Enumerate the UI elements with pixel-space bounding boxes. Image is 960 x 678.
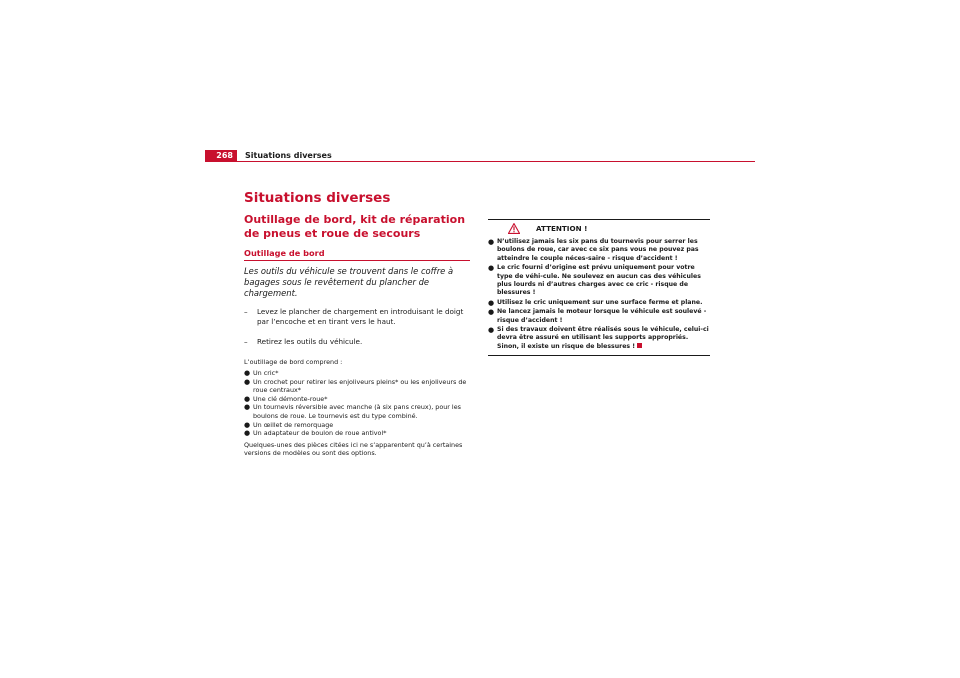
subsection-heading: [244, 248, 470, 261]
header-rule: [205, 161, 755, 162]
warning-header: [488, 220, 710, 236]
end-of-section-icon: [637, 343, 642, 348]
intro-text: Les outils du véhicule se trouvent dans le coffre à bagages sous le revêtement du plancher de chargement.: [244, 266, 454, 298]
bullet-icon: ●: [488, 264, 495, 273]
list-item: ● Un œillet de remorquage: [244, 420, 334, 429]
step-text: Retirez les outils du véhicule.: [257, 337, 363, 346]
bullet-icon: ●: [488, 326, 495, 335]
warning-item: ● N’utilisez jamais les six pans du tournevis pour serrer les boulons de roue, car avec ce six pans vous ne pouvez pas atteindre le couple néces-saire - risque d’accident !: [488, 238, 699, 262]
list-item: ● Une clé démonte-roue*: [244, 394, 328, 403]
bullet-icon: ●: [244, 369, 251, 378]
step-text: Levez le plancher de chargement en introduisant le doigt par l’encoche et en tirant vers le haut.: [257, 307, 464, 326]
bullet-icon: ●: [244, 394, 251, 403]
page-title: Situations diverses: [244, 190, 391, 206]
bullet-icon: ●: [244, 429, 251, 438]
running-head: Situations diverses: [245, 151, 332, 160]
bullet-icon: ●: [244, 377, 251, 386]
step-item: [244, 307, 470, 326]
bullet-icon: ●: [488, 308, 495, 317]
bullet-icon: ●: [488, 238, 495, 246]
list-item: ● Un crochet pour retirer les enjoliveurs pleins* ou les enjoliveurs de roue centraux*: [244, 377, 467, 395]
list-item: ● Un tournevis réversible avec manche (à six pans creux), pour les boulons de roue. Le tournevis est du type combiné.: [244, 403, 461, 421]
section-title: Outillage de bord, kit de réparation de pneus et roue de secours: [244, 213, 466, 240]
warning-item: ● Si des travaux doivent être réalisés sous le véhicule, celui-ci devra être assuré en utilisant les supports appropriés. Sinon, il existe un risque de blessures !: [488, 326, 709, 350]
warning-item: ● Utilisez le cric uniquement sur une surface ferme et plane.: [488, 298, 703, 307]
warning-triangle-icon: [508, 223, 520, 234]
bullet-icon: ●: [244, 420, 251, 429]
tools-intro: L’outillage de bord comprend :: [244, 357, 343, 366]
main-column: [244, 190, 470, 461]
subsection-title: Outillage de bord: [244, 248, 325, 258]
bullet-icon: ●: [488, 298, 495, 307]
step-item: [244, 337, 470, 347]
warning-title: ATTENTION !: [536, 224, 588, 233]
tools-list: [244, 369, 470, 438]
warning-box: [488, 219, 710, 356]
page-number: 268: [205, 150, 237, 162]
dash-marker: –: [244, 307, 248, 316]
options-note: Quelques-unes des pièces citées ici ne s’apparentent qu’à certaines versions de modèles ou sont des options.: [244, 440, 463, 458]
list-item: ● Un adaptateur de boulon de roue antivol*: [244, 429, 387, 438]
list-item: ● Un cric*: [244, 369, 279, 378]
warning-item: ● Le cric fourni d’origine est prévu uniquement pour votre type de véhi-cule. Ne soulevez en aucun cas des véhicules plus lourds ni d’autres charges avec ce cric - risque de blessures !: [488, 264, 701, 297]
dash-marker: –: [244, 337, 248, 346]
warning-list: [488, 238, 710, 351]
page-header: [205, 150, 755, 162]
warning-item: ● Ne lancez jamais le moteur lorsque le véhicule est soulevé - risque d’accident !: [488, 308, 707, 324]
bullet-icon: ●: [244, 403, 251, 412]
